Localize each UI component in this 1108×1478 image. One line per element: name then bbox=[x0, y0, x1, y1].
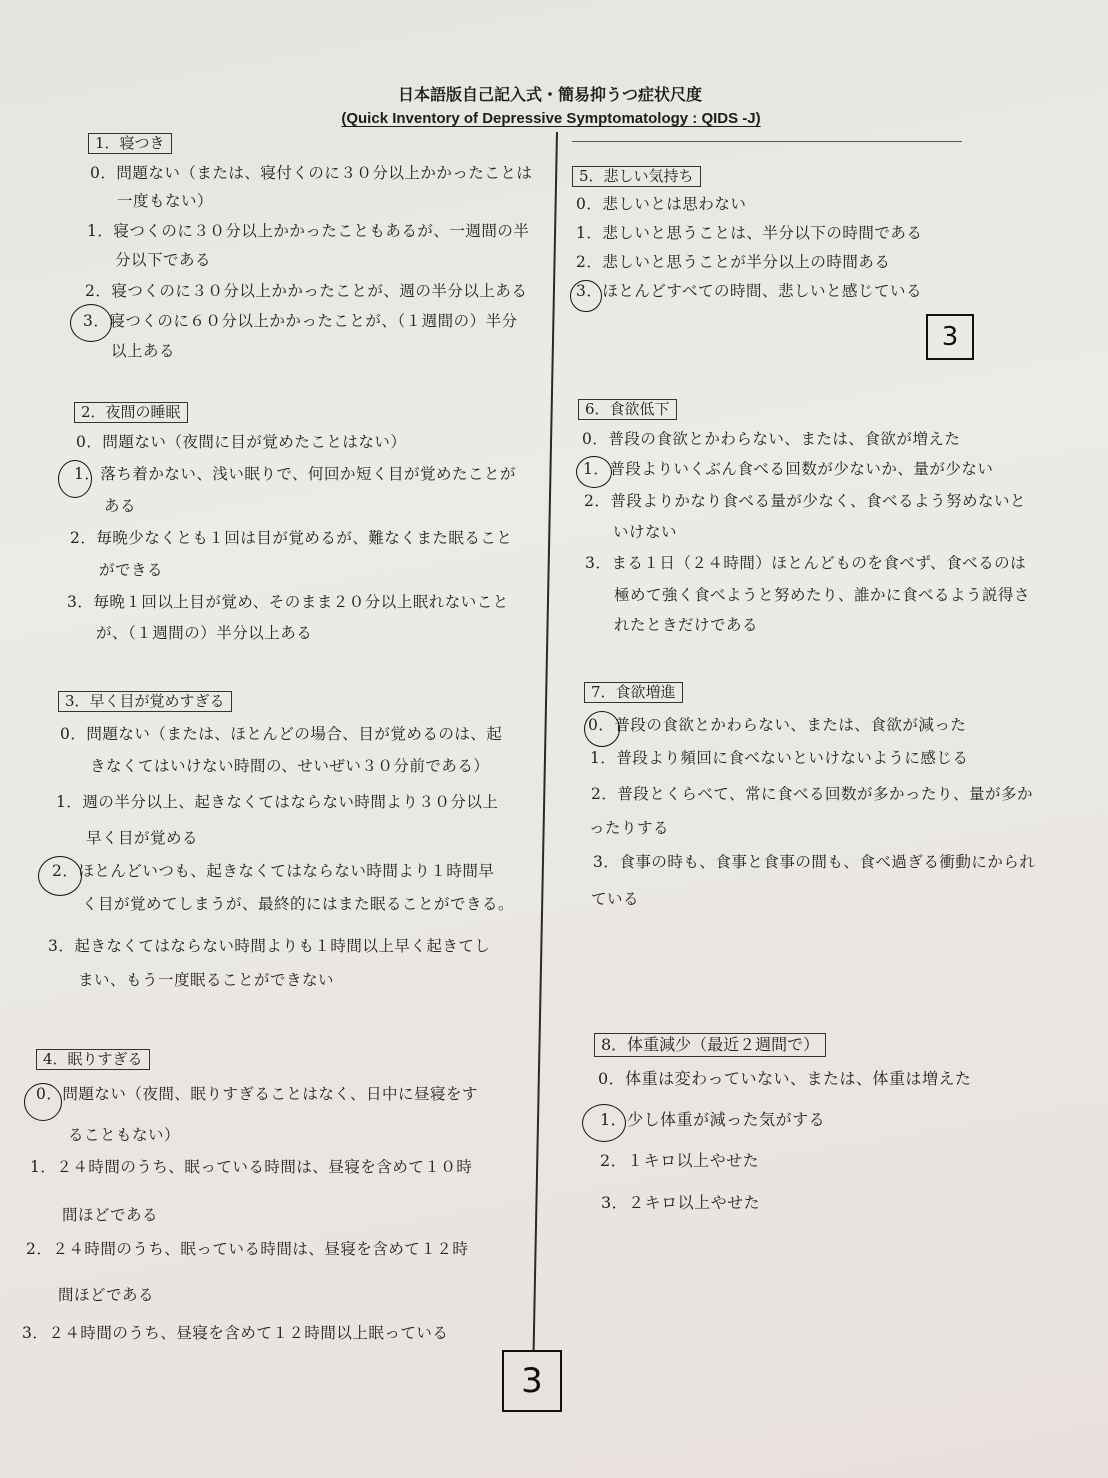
s3-option-3-cont: まい、もう一度眠ることができない bbox=[78, 971, 335, 989]
section-1-heading: 1．寝つき bbox=[88, 133, 172, 154]
s5-option-2[interactable]: 2．悲しいと思うことが半分以上の時間ある bbox=[576, 253, 891, 271]
s1-option-1-cont: 分以下である bbox=[115, 251, 212, 269]
s6-option-3-cont2: れたときだけである bbox=[614, 616, 759, 634]
section-5-heading: 5．悲しい気持ち bbox=[572, 166, 701, 187]
s4-option-2-cont: 間ほどである bbox=[58, 1286, 155, 1304]
s7-option-3[interactable]: 3．食事の時も、食事と食事の間も、食べ過ぎる衝動にかられ bbox=[593, 853, 1036, 871]
s1-answer-circle bbox=[70, 304, 112, 342]
column-divider bbox=[533, 132, 558, 1352]
s3-option-2-cont: く目が覚めてしまうが、最終的にはまた眠ることができる。 bbox=[82, 895, 515, 913]
s7-option-0[interactable]: 0．普段の食欲とかわらない、または、食欲が減った bbox=[588, 716, 967, 734]
s8-option-3[interactable]: 3．２キロ以上やせた bbox=[601, 1193, 761, 1212]
section-4-heading: 4．眠りすぎる bbox=[36, 1049, 150, 1070]
s2-option-0[interactable]: 0．問題ない（夜間に目が覚めたことはない） bbox=[76, 433, 407, 451]
s8-option-2[interactable]: 2．１キロ以上やせた bbox=[600, 1151, 760, 1170]
s5-option-3[interactable]: 3．ほとんどすべての時間、悲しいと感じている bbox=[576, 282, 923, 300]
s2-option-2-cont: ができる bbox=[99, 561, 164, 579]
s6-option-2-cont: いけない bbox=[613, 523, 678, 541]
s6-option-1[interactable]: 1．普段よりいくぶん食べる回数が少ないか、量が少ない bbox=[583, 460, 994, 478]
s8-answer-circle bbox=[582, 1104, 626, 1142]
section-8-heading: 8．体重減少（最近２週間で） bbox=[594, 1033, 826, 1057]
s2-option-1[interactable]: 1．落ち着かない、浅い眠りで、何回か短く目が覚めたことが bbox=[74, 465, 517, 483]
section-3-heading: 3．早く目が覚めすぎる bbox=[58, 691, 232, 712]
s3-answer-circle bbox=[38, 856, 82, 896]
s1-option-3-cont: 以上ある bbox=[111, 342, 176, 360]
sleep-score-box: 3 bbox=[502, 1350, 562, 1412]
s3-option-0-cont: きなくてはいけない時間の、せいぜい３０分前である） bbox=[90, 757, 490, 775]
s1-option-3[interactable]: 3．寝つくのに６０分以上かかったことが、（１週間の）半分 bbox=[83, 312, 518, 330]
header-rule bbox=[572, 141, 962, 142]
s7-option-2[interactable]: 2．普段とくらべて、常に食べる回数が多かったり、量が多か bbox=[591, 785, 1034, 803]
s2-option-2[interactable]: 2．毎晩少なくとも１回は目が覚めるが、難なくまた眠ること bbox=[70, 529, 513, 547]
s7-option-3-cont: ている bbox=[591, 890, 640, 908]
s2-option-3[interactable]: 3．毎晩１回以上目が覚め、そのまま２０分以上眠れないこと bbox=[67, 593, 509, 611]
section-7-heading: 7．食欲増進 bbox=[584, 682, 683, 703]
s2-option-3-cont: が、（１週間の）半分以上ある bbox=[96, 624, 313, 642]
section-2-heading: 2．夜間の睡眠 bbox=[74, 402, 188, 423]
s4-option-3[interactable]: 3．２４時間のうち、昼寝を含めて１２時間以上眠っている bbox=[22, 1324, 449, 1342]
s5-option-1[interactable]: 1．悲しいと思うことは、半分以下の時間である bbox=[576, 224, 923, 242]
s5-answer-circle bbox=[570, 280, 602, 312]
s3-option-2[interactable]: 2．ほとんどいつも、起きなくてはならない時間より１時間早 bbox=[52, 862, 495, 880]
page-title: 日本語版自己記入式・簡易抑うつ症状尺度 bbox=[397, 85, 702, 104]
s2-answer-circle bbox=[58, 460, 92, 498]
s2-option-1-cont: ある bbox=[104, 497, 137, 515]
s4-option-2[interactable]: 2．２４時間のうち、眠っている時間は、昼寝を含めて１２時 bbox=[26, 1240, 469, 1258]
s3-option-0[interactable]: 0．問題ない（または、ほとんどの場合、目が覚めるのは、起 bbox=[60, 725, 503, 743]
mood-score-box: 3 bbox=[926, 314, 974, 360]
s1-option-1[interactable]: 1．寝つくのに３０分以上かかったこともあるが、一週間の半 bbox=[87, 222, 530, 240]
s6-option-2[interactable]: 2．普段よりかなり食べる量が少なく、食べるよう努めないと bbox=[584, 492, 1027, 510]
s4-option-1-cont: 間ほどである bbox=[62, 1206, 159, 1224]
s3-option-1[interactable]: 1．週の半分以上、起きなくてはならない時間より３０分以上 bbox=[56, 793, 499, 811]
s1-option-0[interactable]: 0．問題ない（または、寝付くのに３０分以上かかったことは bbox=[90, 164, 533, 182]
s4-answer-circle bbox=[24, 1083, 62, 1121]
s6-option-3[interactable]: 3．まる１日（２４時間）ほとんどものを食べず、食べるのは bbox=[585, 554, 1027, 572]
s8-option-1[interactable]: 1．少し体重が減った気がする bbox=[600, 1110, 826, 1129]
s4-option-1[interactable]: 1．２４時間のうち、眠っている時間は、昼寝を含めて１０時 bbox=[30, 1158, 473, 1176]
s6-answer-circle bbox=[576, 456, 612, 488]
s4-option-0[interactable]: 0．問題ない（夜間、眠りすぎることはなく、日中に昼寝をす bbox=[36, 1085, 479, 1103]
s7-option-1[interactable]: 1．普段より頻回に食べないといけないように感じる bbox=[590, 749, 969, 767]
s3-option-1-cont: 早く目が覚める bbox=[86, 829, 199, 847]
s8-option-0[interactable]: 0．体重は変わっていない、または、体重は増えた bbox=[598, 1069, 972, 1088]
section-6-heading: 6．食欲低下 bbox=[578, 399, 677, 420]
s4-option-0-cont: ることもない） bbox=[68, 1126, 181, 1144]
page-subtitle: (Quick Inventory of Depressive Symptomatology : QIDS -J) bbox=[341, 110, 761, 127]
s5-option-0[interactable]: 0．悲しいとは思わない bbox=[576, 195, 747, 213]
s1-option-0-cont: 一度もない） bbox=[117, 192, 214, 210]
s7-option-2-cont: ったりする bbox=[589, 819, 670, 837]
s6-option-3-cont: 極めて強く食べようと努めたり、誰かに食べるよう説得さ bbox=[614, 586, 1031, 604]
s6-option-0[interactable]: 0．普段の食欲とかわらない、または、食欲が増えた bbox=[582, 430, 961, 448]
s1-option-2[interactable]: 2．寝つくのに３０分以上かかったことが、週の半分以上ある bbox=[85, 282, 528, 300]
s3-option-3[interactable]: 3．起きなくてはならない時間よりも１時間以上早く起きてし bbox=[48, 937, 491, 955]
s7-answer-circle bbox=[584, 711, 620, 747]
